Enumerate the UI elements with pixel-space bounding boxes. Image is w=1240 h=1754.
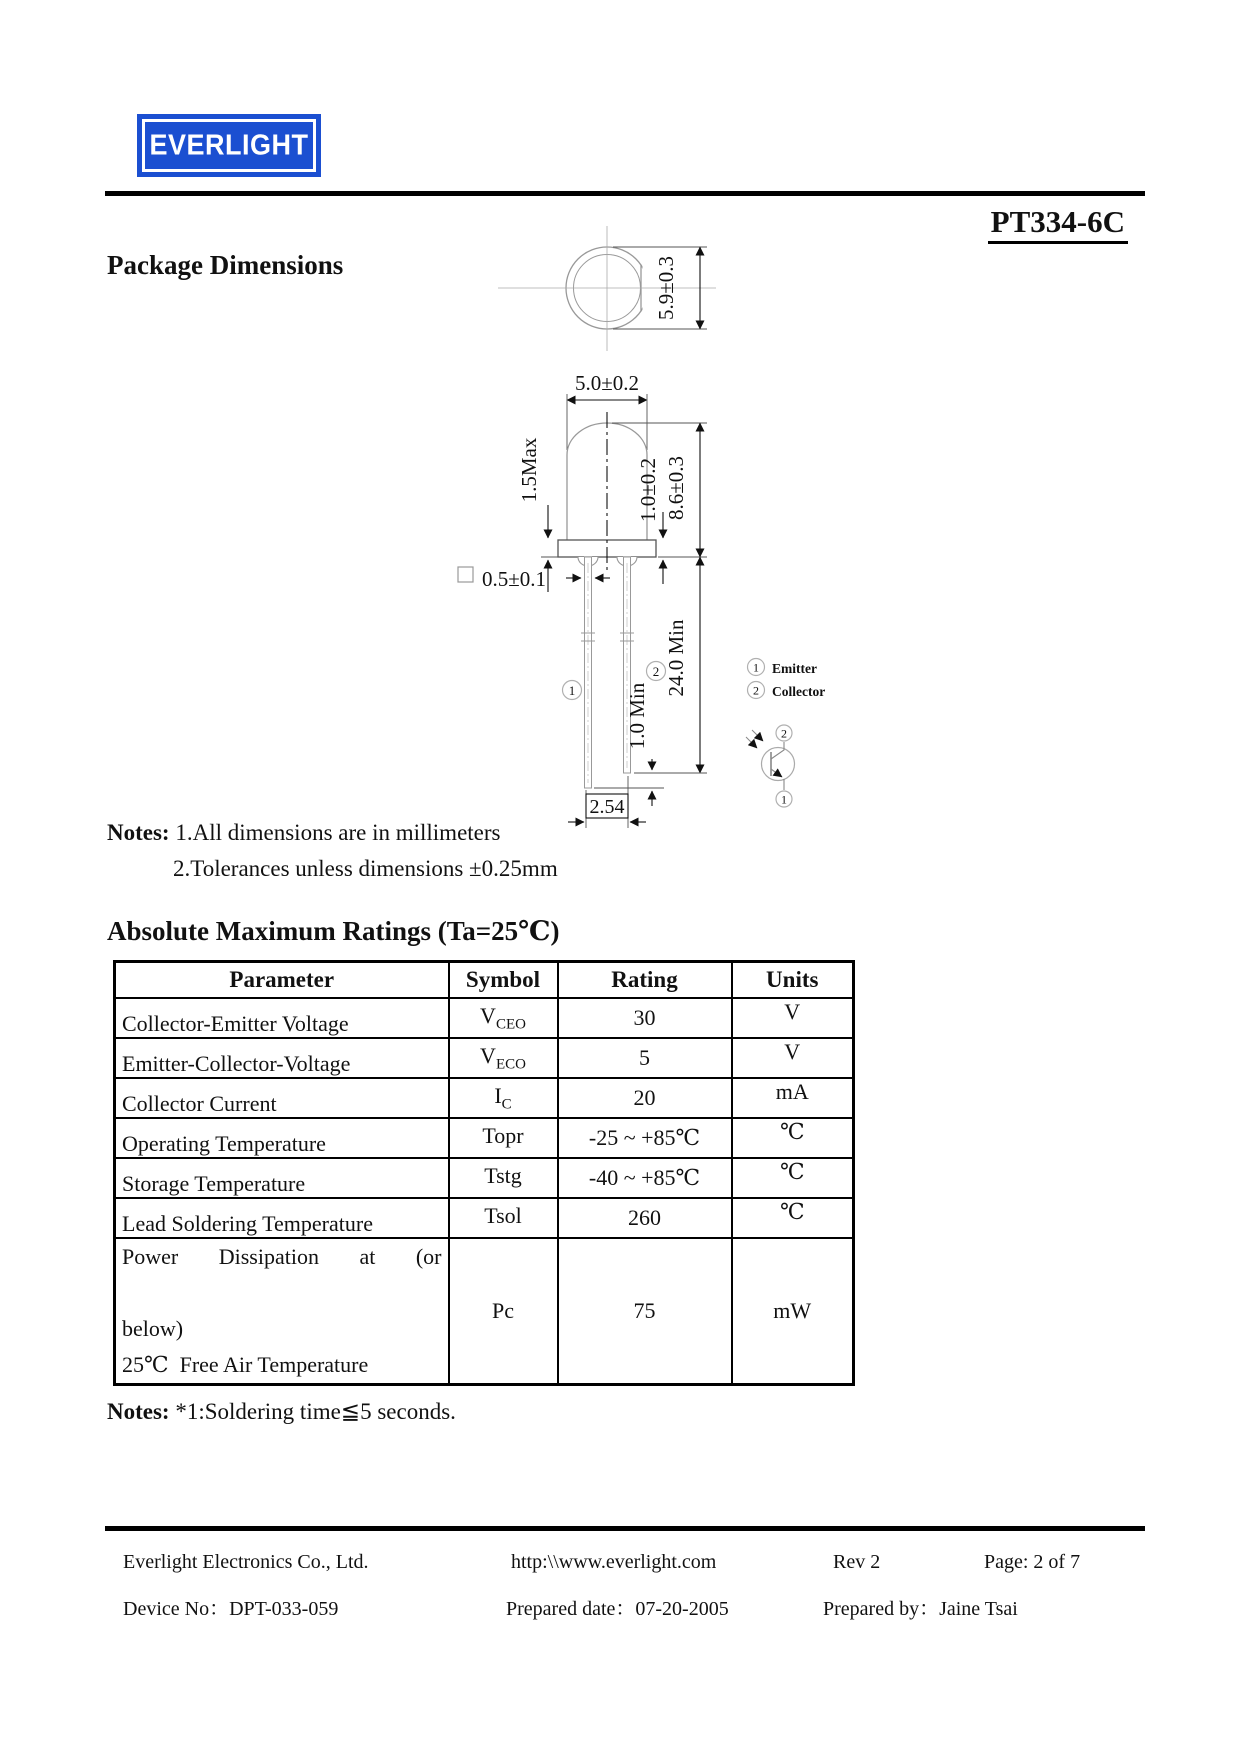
dim-body-width: 5.0±0.2 [574, 371, 640, 395]
part-number-title: PT334-6C [988, 204, 1128, 244]
col-header-rating: Rating [558, 962, 732, 999]
footer-rule [105, 1526, 1145, 1531]
package-drawing [400, 205, 860, 850]
dim-lead-width: 0.5±0.1 [482, 567, 547, 591]
notes-label: Notes: [107, 1399, 170, 1424]
dim-lens-diameter: 5.9±0.3 [654, 255, 678, 321]
table-row: Lead Soldering Temperature Tsol 260 ℃ [115, 1198, 854, 1238]
col-header-units: Units [732, 962, 854, 999]
legend-pin1-number: 1 [753, 660, 759, 675]
footer-prepared-date: Prepared date：07-20-2005 [506, 1598, 729, 1620]
table-row: Collector Current $I_C$ 20 mA [115, 1078, 854, 1118]
col-header-parameter: Parameter [115, 962, 449, 999]
col-header-symbol: Symbol [449, 962, 558, 999]
dimension-note-line2: 2.Tolerances unless dimensions ±0.25mm [173, 856, 558, 881]
footer-rev: Rev 2 [833, 1551, 881, 1573]
table-row: Emitter-Collector-Voltage $V_{ECO}$ 5 V [115, 1038, 854, 1078]
dim-lead-pitch: 2.54 [589, 796, 625, 818]
ratings-table [113, 960, 855, 1386]
symbol-emitter-number: 1 [781, 792, 787, 807]
footer-website: http:\\www.everlight.com [511, 1551, 717, 1573]
dim-body-height: 8.6±0.3 [664, 455, 688, 521]
everlight-logo-text: EVERLIGHT [149, 129, 309, 161]
footer-company: Everlight Electronics Co., Ltd. [123, 1551, 369, 1573]
package-dimensions-heading: Package Dimensions [107, 250, 344, 280]
legend-pin1-label: Emitter [772, 661, 817, 676]
legend-pin2-number: 2 [753, 683, 759, 698]
side-view [458, 371, 707, 828]
footer-prepared-by: Prepared by：Jaine Tsai [823, 1598, 1018, 1620]
phototransistor-symbol [746, 725, 795, 807]
notes-label: Notes: [107, 820, 170, 845]
symbol-collector-number: 2 [781, 726, 787, 741]
table-row: Operating Temperature Topr -25 ~ +85℃ ℃ [115, 1118, 854, 1158]
top-view [498, 226, 716, 351]
footer-page: Page: 2 of 7 [984, 1551, 1081, 1573]
dimension-notes [107, 815, 558, 887]
soldering-note: Notes: *1:Soldering time≦5 seconds. [107, 1399, 456, 1424]
everlight-logo [137, 114, 321, 177]
dim-lead-tip: 1.0 Min [625, 682, 649, 750]
pin-legend [748, 659, 826, 700]
footer-device-no: Device No：DPT-033-059 [123, 1598, 339, 1620]
table-row: Collector-Emitter Voltage $V_{CEO}$ 30 V [115, 998, 854, 1038]
pin2-callout: 2 [652, 664, 660, 679]
legend-pin2-label: Collector [772, 684, 826, 699]
dimension-note-line1: Notes: 1.All dimensions are in millimeters [107, 820, 501, 845]
dim-flange-max: 1.5Max [517, 437, 541, 503]
table-row-power-dissipation: Power Dissipation at (or below) 25℃ Free Air Temperature Pc 75 mW [115, 1238, 854, 1385]
table-row: Storage Temperature Tstg -40 ~ +85℃ ℃ [115, 1158, 854, 1198]
header-rule [105, 191, 1145, 196]
pin1-callout: 1 [568, 683, 576, 698]
dim-lead-length: 24.0 Min [664, 619, 688, 697]
everlight-logo-frame [142, 119, 316, 172]
dim-flange-thickness: 1.0±0.2 [636, 457, 660, 523]
table-header-row [115, 962, 854, 999]
ratings-heading: Absolute Maximum Ratings (Ta=25℃) [107, 916, 560, 946]
